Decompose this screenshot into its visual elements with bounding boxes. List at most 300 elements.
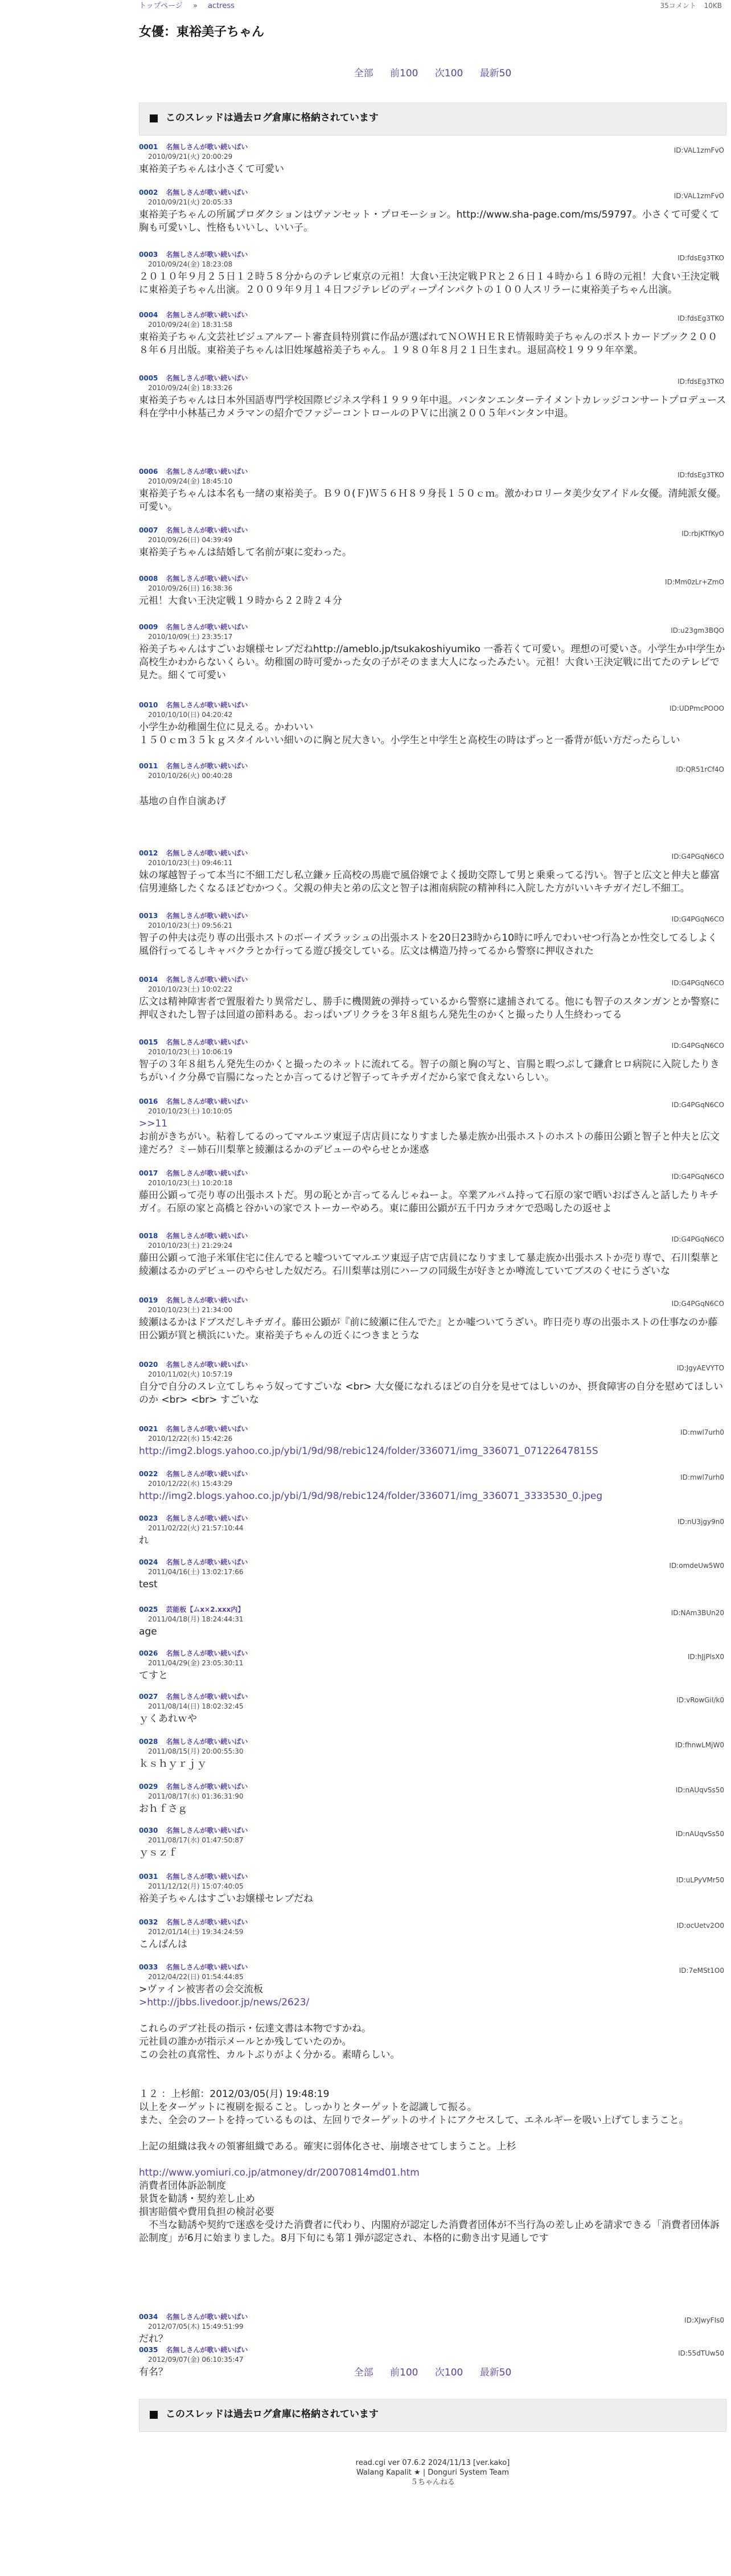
poster-id[interactable]: ID:G4PGqN6CO xyxy=(671,915,724,923)
post-number[interactable]: 0007 xyxy=(139,526,158,534)
poster-name: 名無しさんが歌い続いぱい xyxy=(166,1470,248,1478)
post-date: 2011/12/12(月) 15:07:40:05 xyxy=(148,1882,244,1890)
post xyxy=(139,467,726,514)
post-line: 小学生か幼稚園生位に見える。かわいい xyxy=(139,722,313,733)
post-header xyxy=(139,1737,726,1747)
post-line: 東裕美子ちゃんは日本外国語専門学校国際ビジネス学科１９９９年中退。バンタンエンターテイメントカレッジコンサートプロデュース科在学中小林基己カメラマンの紹介でファジーコントロールのＰＶに出演２００５年バンタン中退。 xyxy=(139,395,726,419)
poster-name: 名無しさんが歌い続いぱい xyxy=(166,701,248,709)
post-line: 智子の３年８組ちん発先生のかくと撮ったのネットに流れてる。智子の顔と胸の写と、盲腸と暇つぶして鎌倉ヒロ病院に入院したりきちがいイク分鼻で盲腸になったとか言ってるけど智子ってキチガイだから家で食えないらしい。 xyxy=(139,1059,720,1083)
post-date: 2010/10/26(火) 00:40:28 xyxy=(148,772,233,780)
post xyxy=(139,250,726,297)
thread-nav-top xyxy=(139,67,726,84)
archive-notice-top xyxy=(139,103,726,136)
post-line xyxy=(139,2009,726,2022)
post-line xyxy=(139,1996,726,2009)
poster-name: 名無しさんが歌い続いぱい xyxy=(166,575,248,583)
poster-id[interactable]: ID:fdsEg3TKO xyxy=(677,378,724,386)
post-date: 2012/01/14(土) 19:34:24:59 xyxy=(148,1928,244,1936)
poster-id[interactable]: ID:UDPmcPOOO xyxy=(670,705,724,712)
nav-prev100-link[interactable]: 前100 xyxy=(390,2367,418,2378)
post xyxy=(139,761,726,808)
poster-name: 名無しさんが歌い続いぱい xyxy=(166,1296,248,1304)
post-body xyxy=(139,488,726,514)
post-body xyxy=(139,331,726,357)
post-line: 広文は精神障害者で置服着たり異常だし、勝手に機関銃の弾持っているから警察に逮捕されてる。他にも智子のスタンガンとか警察に押収されたし智子は回道の節料ある。おっぱいブリクラを３年８組ちん発先生のかくと撮ったり人生終わってる xyxy=(139,996,720,1021)
post-number[interactable]: 0003 xyxy=(139,251,158,259)
post-body xyxy=(139,2333,726,2346)
post-date: 2010/09/24(金) 18:33:26 xyxy=(148,384,233,392)
post-body xyxy=(139,595,726,608)
poster-name: 名無しさんが歌い続いぱい xyxy=(166,1361,248,1369)
post-date: 2010/11/02(火) 10:57:19 xyxy=(148,1370,233,1378)
breadcrumb-board-link[interactable]: actress xyxy=(208,2,235,10)
post-number[interactable]: 0026 xyxy=(139,1649,158,1657)
post xyxy=(139,1649,726,1682)
thread-size: 10KB xyxy=(704,2,722,10)
post-line: だれ？ xyxy=(139,2333,168,2345)
post-number[interactable]: 0021 xyxy=(139,1425,158,1433)
post xyxy=(139,526,726,559)
post-line xyxy=(139,2153,726,2167)
post-date: 2012/07/05(木) 15:49:51:99 xyxy=(148,2323,244,2331)
post-number[interactable]: 0025 xyxy=(139,1606,158,1613)
post-body xyxy=(139,782,726,808)
poster-id[interactable]: ID:uLPyVMr50 xyxy=(676,1876,724,1884)
post-line: 以上をターゲットに複刷を振ること。しっかりとターゲットを認識して振る。 xyxy=(139,2102,477,2113)
post-line: 藤田公顕って池子米軍住宅に住んでると嘘ついてマルエツ東逗子店で店員になりすまして暴走族か出張ホストか売り専で、石川梨華と綾瀬はるかのデビューのやらせした奴だろ。石川梨華は別にハーフの同級生が好きとか噂流していてブスのくせにうざいな xyxy=(139,1252,720,1277)
post-number[interactable]: 0013 xyxy=(139,912,158,920)
post-header xyxy=(139,2345,726,2355)
post-header xyxy=(139,975,726,985)
poster-id[interactable]: ID:nAUqvSs50 xyxy=(675,1786,724,1794)
post-line: 綾瀬はるかはドブスだしキチガイ。藤田公顕が『前に綾瀬に住んでた』とか嘘ついてうざい。昨日売り専の出張ホストの仕事なのか藤田公顕が買と横浜にいた。東裕美子ちゃんの近くにつきまとうな xyxy=(139,1317,718,1341)
post-number[interactable]: 0034 xyxy=(139,2313,158,2321)
poster-name: 名無しさんが歌い続いぱい xyxy=(166,849,248,857)
post-line: 元祖！大食い王決定戦１９時から２２時２４分 xyxy=(139,595,342,607)
post-body xyxy=(139,1713,726,1726)
post-header xyxy=(139,761,726,771)
post-number[interactable]: 0006 xyxy=(139,468,158,476)
post-date: 2011/08/17(水) 01:36:31:90 xyxy=(148,1792,244,1800)
post-number[interactable]: 0031 xyxy=(139,1873,158,1881)
poster-id[interactable]: ID:fdsEg3TKO xyxy=(677,314,724,322)
post-line: 基地の自作自演あげ xyxy=(139,796,226,807)
post-number[interactable]: 0017 xyxy=(139,1169,158,1177)
post-line: 東裕美子ちゃんは結婚して名前が東に変わった。 xyxy=(139,547,352,558)
post-header xyxy=(139,1424,726,1434)
nav-latest50-link[interactable]: 最新50 xyxy=(479,68,512,79)
post-body xyxy=(139,1445,726,1458)
poster-name: 名無しさんが歌い続いぱい xyxy=(166,623,248,631)
post-number[interactable]: 0005 xyxy=(139,374,158,382)
post xyxy=(139,1558,726,1591)
post-header xyxy=(139,1692,726,1702)
post-date: 2010/10/23(土) 21:34:00 xyxy=(148,1306,233,1314)
poster-id[interactable]: ID:nU3jgy9n0 xyxy=(677,1518,724,1526)
post-line: 東裕美子ちゃんは本名も一緒の東裕美子。Ｂ９０(Ｆ)Ｗ５６Ｈ８９身長１５０ｃｍ。激かわロリータ美少女アイドル女優。清純派女優。可愛い。 xyxy=(139,488,726,513)
poster-name: 名無しさんが歌い続いぱい xyxy=(166,1097,248,1105)
post-number[interactable]: 0035 xyxy=(139,2346,158,2354)
post-body xyxy=(139,869,726,895)
post-header xyxy=(139,1782,726,1792)
post-line: れ xyxy=(139,1535,149,1546)
poster-id[interactable]: ID:G4PGqN6CO xyxy=(671,979,724,987)
post-date: 2012/04/22(日) 01:54:44:85 xyxy=(148,1973,244,1981)
post xyxy=(139,849,726,895)
poster-name: 名無しさんが歌い続いぱい xyxy=(166,912,248,920)
poster-name: 名無しさんが歌い続いぱい xyxy=(166,1425,248,1433)
post-line: 裕美子ちゃんはすごいお嬢様セレブだね xyxy=(139,1893,313,1905)
post-line: ｙｓｚｆ xyxy=(139,1847,178,1858)
post-number[interactable]: 0028 xyxy=(139,1738,158,1746)
post xyxy=(139,1963,726,2245)
square-bullet-icon xyxy=(150,114,158,122)
post-header xyxy=(139,188,726,198)
post-body xyxy=(139,546,726,559)
poster-name: 芸能板【ムx×2.xxx内】 xyxy=(166,1606,245,1613)
post-body xyxy=(139,1252,726,1278)
poster-id[interactable]: ID:G4PGqN6CO xyxy=(671,1101,724,1109)
post xyxy=(139,1826,726,1860)
post-date: 2010/10/23(土) 10:02:22 xyxy=(148,985,233,993)
post-number[interactable]: 0029 xyxy=(139,1783,158,1791)
post-date: 2010/09/24(金) 18:45:10 xyxy=(148,477,233,485)
post-link[interactable]: http://img2.blogs.yahoo.co.jp/ybi/1/9d/98/rebic124/folder/336071/img_336071_07122647815S xyxy=(139,1445,598,1457)
post-header xyxy=(139,1360,726,1370)
post-number[interactable]: 0022 xyxy=(139,1470,158,1478)
post-date: 2012/09/07(金) 06:10:35:47 xyxy=(148,2356,244,2364)
footer-version: read.cgi ver 07.6.2 2024/11/13 [ver.kako] xyxy=(355,2459,510,2467)
poster-name: 名無しさんが歌い続いぱい xyxy=(166,2346,248,2354)
poster-name: 名無しさんが歌い続いぱい xyxy=(166,1169,248,1177)
poster-id[interactable]: ID:vRowGiI/k0 xyxy=(676,1696,724,1704)
post-number[interactable]: 0030 xyxy=(139,1826,158,1834)
post-link[interactable]: http://www.yomiuri.co.jp/atmoney/dr/20070814md01.htm xyxy=(139,2167,420,2178)
poster-name: 名無しさんが歌い続いぱい xyxy=(166,1963,248,1971)
comment-count: 35コメント xyxy=(660,2,696,10)
poster-id[interactable]: ID:Mm0zLr+ZmO xyxy=(665,578,724,586)
post-line: 東裕美子ちゃんの所属プロダクションはヴァンセット・プロモーション。http://www.sha-page.com/ms/59797。小さくて可愛くて胸も可愛いし、性格もいいし、いい子。 xyxy=(139,209,720,234)
post-date: 2010/10/23(土) 21:29:24 xyxy=(148,1242,233,1250)
post-line: 智子の仲夫は売り専の出張ホストのボーイズラッシュの出張ホストを20日23時から10時に呼んでわいせつ行為とか性交してるしよく風俗行ってるしキャバクラとか行ってる遊び援交している。広文は構造乃持ってるから警察に押収された xyxy=(139,932,718,957)
post-number[interactable]: 0001 xyxy=(139,143,158,151)
post xyxy=(139,188,726,235)
post-number[interactable]: 0014 xyxy=(139,976,158,984)
post xyxy=(139,142,726,176)
post-body xyxy=(139,932,726,958)
post-header xyxy=(139,1558,726,1570)
post-date: 2010/12/22(水) 15:43:29 xyxy=(148,1480,233,1488)
nav-latest50-link[interactable]: 最新50 xyxy=(479,2367,512,2378)
post-number[interactable]: 0002 xyxy=(139,189,158,196)
nav-all-link[interactable]: 全部 xyxy=(354,68,373,79)
post-body xyxy=(139,1938,726,1951)
post-number[interactable]: 0027 xyxy=(139,1693,158,1701)
post-header xyxy=(139,849,726,861)
poster-id[interactable]: ID:JgyAEVYTO xyxy=(676,1364,724,1372)
poster-id[interactable]: ID:ocUetv2O0 xyxy=(676,1922,724,1930)
poster-id[interactable]: ID:fdsEg3TKO xyxy=(677,471,724,479)
thread-title: 女優：東裕美子ちゃん xyxy=(139,25,265,39)
post-body xyxy=(139,1058,726,1084)
nav-next100-link[interactable]: 次100 xyxy=(434,68,463,79)
post-line: 東裕美子ちゃんは小さくて可愛い xyxy=(139,163,284,175)
post-header xyxy=(139,1826,726,1836)
poster-name: 名無しさんが歌い続いぱい xyxy=(166,1558,248,1566)
post-body xyxy=(139,1669,726,1682)
post-number[interactable]: 0032 xyxy=(139,1918,158,1926)
post-line xyxy=(139,1445,726,1458)
post-line: これらのデブ社長の指示・伝達文書は本物ですかね。 xyxy=(139,2023,371,2034)
post-number[interactable]: 0023 xyxy=(139,1514,158,1522)
poster-id[interactable]: ID:fdsEg3TKO xyxy=(677,254,724,262)
poster-id[interactable]: ID:G4PGqN6CO xyxy=(671,853,724,861)
post xyxy=(139,1360,726,1407)
post-body xyxy=(139,1758,726,1771)
post xyxy=(139,310,726,357)
poster-id[interactable]: ID:VAL1zmFvO xyxy=(673,146,724,154)
post-line: この会社の真常性、カルトぶりがよく分かる。素晴らしい。 xyxy=(139,2049,400,2061)
nav-prev100-link[interactable]: 前100 xyxy=(390,68,418,79)
post-body xyxy=(139,1189,726,1215)
post-body xyxy=(139,394,726,420)
poster-id[interactable]: ID:NAm3BUn20 xyxy=(671,1609,724,1617)
archive-notice-text: このスレッドは過去ログ倉庫に格納されています xyxy=(166,2409,379,2420)
post xyxy=(139,1737,726,1771)
poster-id[interactable]: ID:7eMSt1O0 xyxy=(679,1967,724,1975)
post-date: 2010/10/23(土) 09:46:11 xyxy=(148,859,233,867)
post-number[interactable]: 0008 xyxy=(139,575,158,583)
post xyxy=(139,1782,726,1816)
nav-next100-link[interactable]: 次100 xyxy=(434,2367,463,2378)
post-line: 元社員の誰かが指示メールとか残していたのか。 xyxy=(139,2036,352,2047)
post-header xyxy=(139,1649,726,1661)
post-line xyxy=(139,782,726,795)
post-number[interactable]: 0011 xyxy=(139,762,158,770)
footer-team: Walang Kapalit ★ | Donguri System Team xyxy=(356,2468,510,2477)
post-line: test xyxy=(139,1579,158,1590)
post xyxy=(139,1097,726,1157)
post-header xyxy=(139,1918,726,1930)
post-line: 裕美子ちゃんはすごいお嬢様セレブだねhttp://ameblo.jp/tsukakoshiyumiko 一番若くて可愛い。理想の可愛いさ。小学生か中学生か高校生かわからないくらい。幼稚園の時可愛かった女の子がそのまま大人になったみたい。元祖！大食い王決定戦に出てたのテレビで見た。細くて可愛い xyxy=(139,644,725,681)
post-number[interactable]: 0020 xyxy=(139,1361,158,1369)
post-header xyxy=(139,1514,726,1524)
post-line: age xyxy=(139,1626,157,1637)
post xyxy=(139,374,726,420)
poster-id[interactable]: ID:hJjPlsX0 xyxy=(688,1653,724,1661)
post-line: >ヴァイン被害者の会交流板 xyxy=(139,1984,264,1995)
poster-name: 名無しさんが歌い続いぱい xyxy=(166,1738,248,1746)
post-date: 2010/10/10(日) 04:20:42 xyxy=(148,711,233,719)
post-line: 藤田公顕って売り専の出張ホストだ。男の恥とか言ってるんじゃねーよ。卒業アルバム持って石原の家で晒いおばさんと話したりキチガイ。石原の家と高橋と谷かいの家でストーカーやめろ。東に藤田公顕が五千円カラオケで恐喝したの返せよ xyxy=(139,1190,719,1214)
poster-id[interactable]: ID:VAL1zmFvO xyxy=(673,192,724,200)
post-date: 2010/09/26(日) 16:38:36 xyxy=(148,584,233,592)
post xyxy=(139,1872,726,1906)
post-number[interactable]: 0010 xyxy=(139,701,158,709)
post xyxy=(139,1231,726,1278)
post-header xyxy=(139,1963,726,1975)
post-number[interactable]: 0024 xyxy=(139,1558,158,1566)
post-date: 2011/04/18(月) 18:24:44:31 xyxy=(148,1615,244,1623)
post-line: 景貨を勧誘・契約差し止め xyxy=(139,2193,255,2205)
post xyxy=(139,1514,726,1547)
post-line: また、全会のフートを持っているものは、左回りでターゲットのサイトにアクセスして、エネルギーを吸い上げてしまうこと。 xyxy=(139,2115,689,2126)
poster-name: 名無しさんが歌い続いぱい xyxy=(166,976,248,984)
post-number[interactable]: 0019 xyxy=(139,1296,158,1304)
post-line: 自分で自分のスレ立てしちゃう奴ってすごいな <br> 大女優になれるほどの自分を見せてはしいのか、摂食障害の自分を慰めてほしいのか <br> <br> すごいな xyxy=(139,1381,724,1406)
poster-id[interactable]: ID:fhnwLMjW0 xyxy=(675,1741,724,1749)
post-body xyxy=(139,208,726,235)
post-line: 消費者団体訴訟制度 xyxy=(139,2180,226,2192)
post-date: 2010/09/21(火) 20:00:29 xyxy=(148,153,233,161)
post-body xyxy=(139,1893,726,1906)
post-line xyxy=(139,2167,726,2180)
poster-name: 名無しさんが歌い続いぱい xyxy=(166,1873,248,1881)
post-line: １２ ：上杉館：2012/03/05(月) 19:48:19 xyxy=(139,2088,330,2100)
post-line: 妹の塚越智子って本当に不細工だし私立鎌ヶ丘高校の馬鹿で風俗嬢でよく援助交際して男と乗乗ってる汚い。智子と広文と伸夫と藤富信男連絡したくなるほどむかつく。父親の伸夫と弟の広文と智子は湘南病院の精神科に入院した方がいいキチガイだし不細工。 xyxy=(139,870,720,894)
post-number[interactable]: 0018 xyxy=(139,1232,158,1240)
poster-name: 名無しさんが歌い続いぱい xyxy=(166,311,248,319)
post-line: ｙくあれｗや xyxy=(139,1713,197,1725)
post-body xyxy=(139,996,726,1022)
poster-name: 名無しさんが歌い続いぱい xyxy=(166,762,248,770)
poster-name: 名無しさんが歌い続いぱい xyxy=(166,1783,248,1791)
post-header xyxy=(139,2312,726,2322)
post-body xyxy=(139,1316,726,1342)
post-body xyxy=(139,163,726,176)
post-body xyxy=(139,1117,726,1157)
post-header xyxy=(139,701,726,710)
archive-notice-text: このスレッドは過去ログ倉庫に格納されています xyxy=(166,112,379,124)
post-header xyxy=(139,1038,726,1050)
post-line: ２０１０年９月２５日１２時５８分からのテレビ東京の元祖！大食い王決定戦ＰＲと２６日１４時から１６時の元祖！大食い王決定戦に東裕美子ちゃん出演。２００９年９月１４日フジテレビのディープインパクトの１００人スリラーに東裕美子ちゃん出演。 xyxy=(139,271,720,296)
post xyxy=(139,2312,726,2346)
poster-name: 名無しさんが歌い続いぱい xyxy=(166,1232,248,1240)
post-line: てすと xyxy=(139,1670,168,1681)
poster-id[interactable]: ID:u23gm3BQO xyxy=(671,626,724,634)
poster-id[interactable]: ID:55dTUw50 xyxy=(678,2349,724,2357)
poster-name: 名無しさんが歌い続いぱい xyxy=(166,1693,248,1701)
poster-id[interactable]: ID:G4PGqN6CO xyxy=(671,1300,724,1308)
post xyxy=(139,701,726,747)
post-date: 2010/12/22(水) 15:42:26 xyxy=(148,1435,233,1443)
breadcrumb-top-link[interactable]: トップページ xyxy=(139,2,183,10)
post xyxy=(139,574,726,608)
poster-name: 名無しさんが歌い続いぱい xyxy=(166,251,248,259)
post xyxy=(139,1169,726,1215)
post xyxy=(139,1038,726,1084)
post-line xyxy=(139,1490,726,1503)
post-line xyxy=(139,2075,726,2088)
post-date: 2010/09/24(金) 18:31:58 xyxy=(148,321,233,329)
post-date: 2011/08/14(日) 18:02:32:45 xyxy=(148,1702,244,1710)
post-link[interactable]: >>11 xyxy=(139,1118,168,1129)
post-header xyxy=(139,574,726,584)
post-header xyxy=(139,1169,726,1181)
post-header xyxy=(139,1605,726,1615)
post-date: 2010/10/23(土) 10:20:18 xyxy=(148,1179,233,1187)
poster-id[interactable]: ID:G4PGqN6CO xyxy=(671,1173,724,1181)
post-date: 2011/08/15(月) 20:00:55:30 xyxy=(148,1747,244,1755)
post-number[interactable]: 0012 xyxy=(139,849,158,857)
poster-name: 名無しさんが歌い続いぱい xyxy=(166,526,248,534)
poster-id[interactable]: ID:mwl7urh0 xyxy=(680,1473,724,1481)
poster-id[interactable]: ID:G4PGqN6CO xyxy=(671,1235,724,1243)
post-line: こんばんは xyxy=(139,1939,187,1950)
post-header xyxy=(139,911,726,921)
post-body xyxy=(139,1803,726,1816)
nav-all-link[interactable]: 全部 xyxy=(354,2367,373,2378)
post-number[interactable]: 0004 xyxy=(139,311,158,319)
breadcrumb-separator: » xyxy=(192,2,198,10)
post-body xyxy=(139,721,726,747)
poster-id[interactable]: ID:rbjKTfKyO xyxy=(681,530,724,538)
thread-stats xyxy=(655,1,722,11)
post-link[interactable]: >http://jbbs.livedoor.jp/news/2623/ xyxy=(139,1997,310,2008)
post-number[interactable]: 0033 xyxy=(139,1963,158,1971)
post-body xyxy=(139,1578,726,1591)
poster-name: 名無しさんが歌い続いぱい xyxy=(166,374,248,382)
poster-name: 名無しさんが歌い続いぱい xyxy=(166,143,248,151)
thread-nav-bottom xyxy=(139,2366,726,2383)
post xyxy=(139,1605,726,1639)
post-line: 上記の組織は我々の領審組織である。確実に弱体化させ、崩壊させてしまうこと。上杉 xyxy=(139,2141,516,2152)
post-date: 2011/02/22(火) 21:57:10:44 xyxy=(148,1524,244,1532)
poster-name: 名無しさんが歌い続いぱい xyxy=(166,1038,248,1046)
post-date: 2011/04/29(金) 23:05:30:11 xyxy=(148,1659,244,1667)
poster-id[interactable]: ID:G4PGqN6CO xyxy=(671,1042,724,1050)
post-line: 有名？ xyxy=(139,2366,168,2378)
breadcrumb xyxy=(139,1,243,11)
post xyxy=(139,1424,726,1458)
footer xyxy=(139,2458,726,2487)
post-body xyxy=(139,643,726,682)
post-number[interactable]: 0009 xyxy=(139,623,158,631)
poster-name: 名無しさんが歌い続いぱい xyxy=(166,1649,248,1657)
poster-id[interactable]: ID:omdeUw5W0 xyxy=(669,1562,724,1570)
poster-name: 名無しさんが歌い続いぱい xyxy=(166,1918,248,1926)
top-bar xyxy=(139,1,726,13)
poster-name: 名無しさんが歌い続いぱい xyxy=(166,189,248,196)
archive-notice-bottom xyxy=(139,2399,726,2432)
post xyxy=(139,911,726,958)
post-date: 2010/09/21(火) 20:05:33 xyxy=(148,198,233,206)
post-date: 2010/10/23(土) 10:06:19 xyxy=(148,1048,233,1056)
post-number[interactable]: 0015 xyxy=(139,1038,158,1046)
post-date: 2010/10/23(土) 09:56:21 xyxy=(148,922,233,929)
post xyxy=(139,975,726,1022)
post-body xyxy=(139,1490,726,1503)
footer-site-link[interactable]: ５ちゃんねる xyxy=(410,2478,455,2487)
post-header xyxy=(139,1872,726,1882)
poster-id[interactable]: ID:nAUqvSs50 xyxy=(675,1830,724,1838)
poster-id[interactable]: ID:QR51rCf4O xyxy=(676,765,724,773)
post-link[interactable]: http://img2.blogs.yahoo.co.jp/ybi/1/9d/98/rebic124/folder/336071/img_336071_3333530_0.jpeg xyxy=(139,1490,603,1502)
poster-name: 名無しさんが歌い続いぱい xyxy=(166,1826,248,1834)
post-line: お前がきちがい。粘着してるのってマルエツ東逗子店店員になりすました暴走族か出張ホストのホストの藤田公顕と智子と仲夫と広文達だろ？ミー姉石川梨華と綾瀬はるかのデビューのやらせとか迷惑 xyxy=(139,1131,720,1156)
post-line xyxy=(139,2062,726,2075)
post-line: 不当な勧誘や契約で迷惑を受けた消費者に代わり、内閣府が認定した消費者団体が不当行為の差し止めを請求できる「消費者団体訴訟制度」が6月に始まりました。8月下旬にも第１弾が認定され、本格的に動き出す見通しです xyxy=(139,2219,720,2244)
poster-name: 名無しさんが歌い続いぱい xyxy=(166,2313,248,2321)
poster-id[interactable]: ID:XJwyFIs0 xyxy=(684,2316,724,2324)
post-date: 2011/08/17(水) 01:47:50:87 xyxy=(148,1836,244,1844)
post-line: １５０ｃｍ３５ｋｇスタイルいい細いのに胸と尻大きい。小学生と中学生と高校生の時はずっと一番背が低い方だったらしい xyxy=(139,735,680,746)
post-body xyxy=(139,1381,726,1407)
post-header xyxy=(139,1097,726,1107)
post-header xyxy=(139,250,726,260)
poster-id[interactable]: ID:mwl7urh0 xyxy=(680,1428,724,1436)
post-number[interactable]: 0016 xyxy=(139,1097,158,1105)
